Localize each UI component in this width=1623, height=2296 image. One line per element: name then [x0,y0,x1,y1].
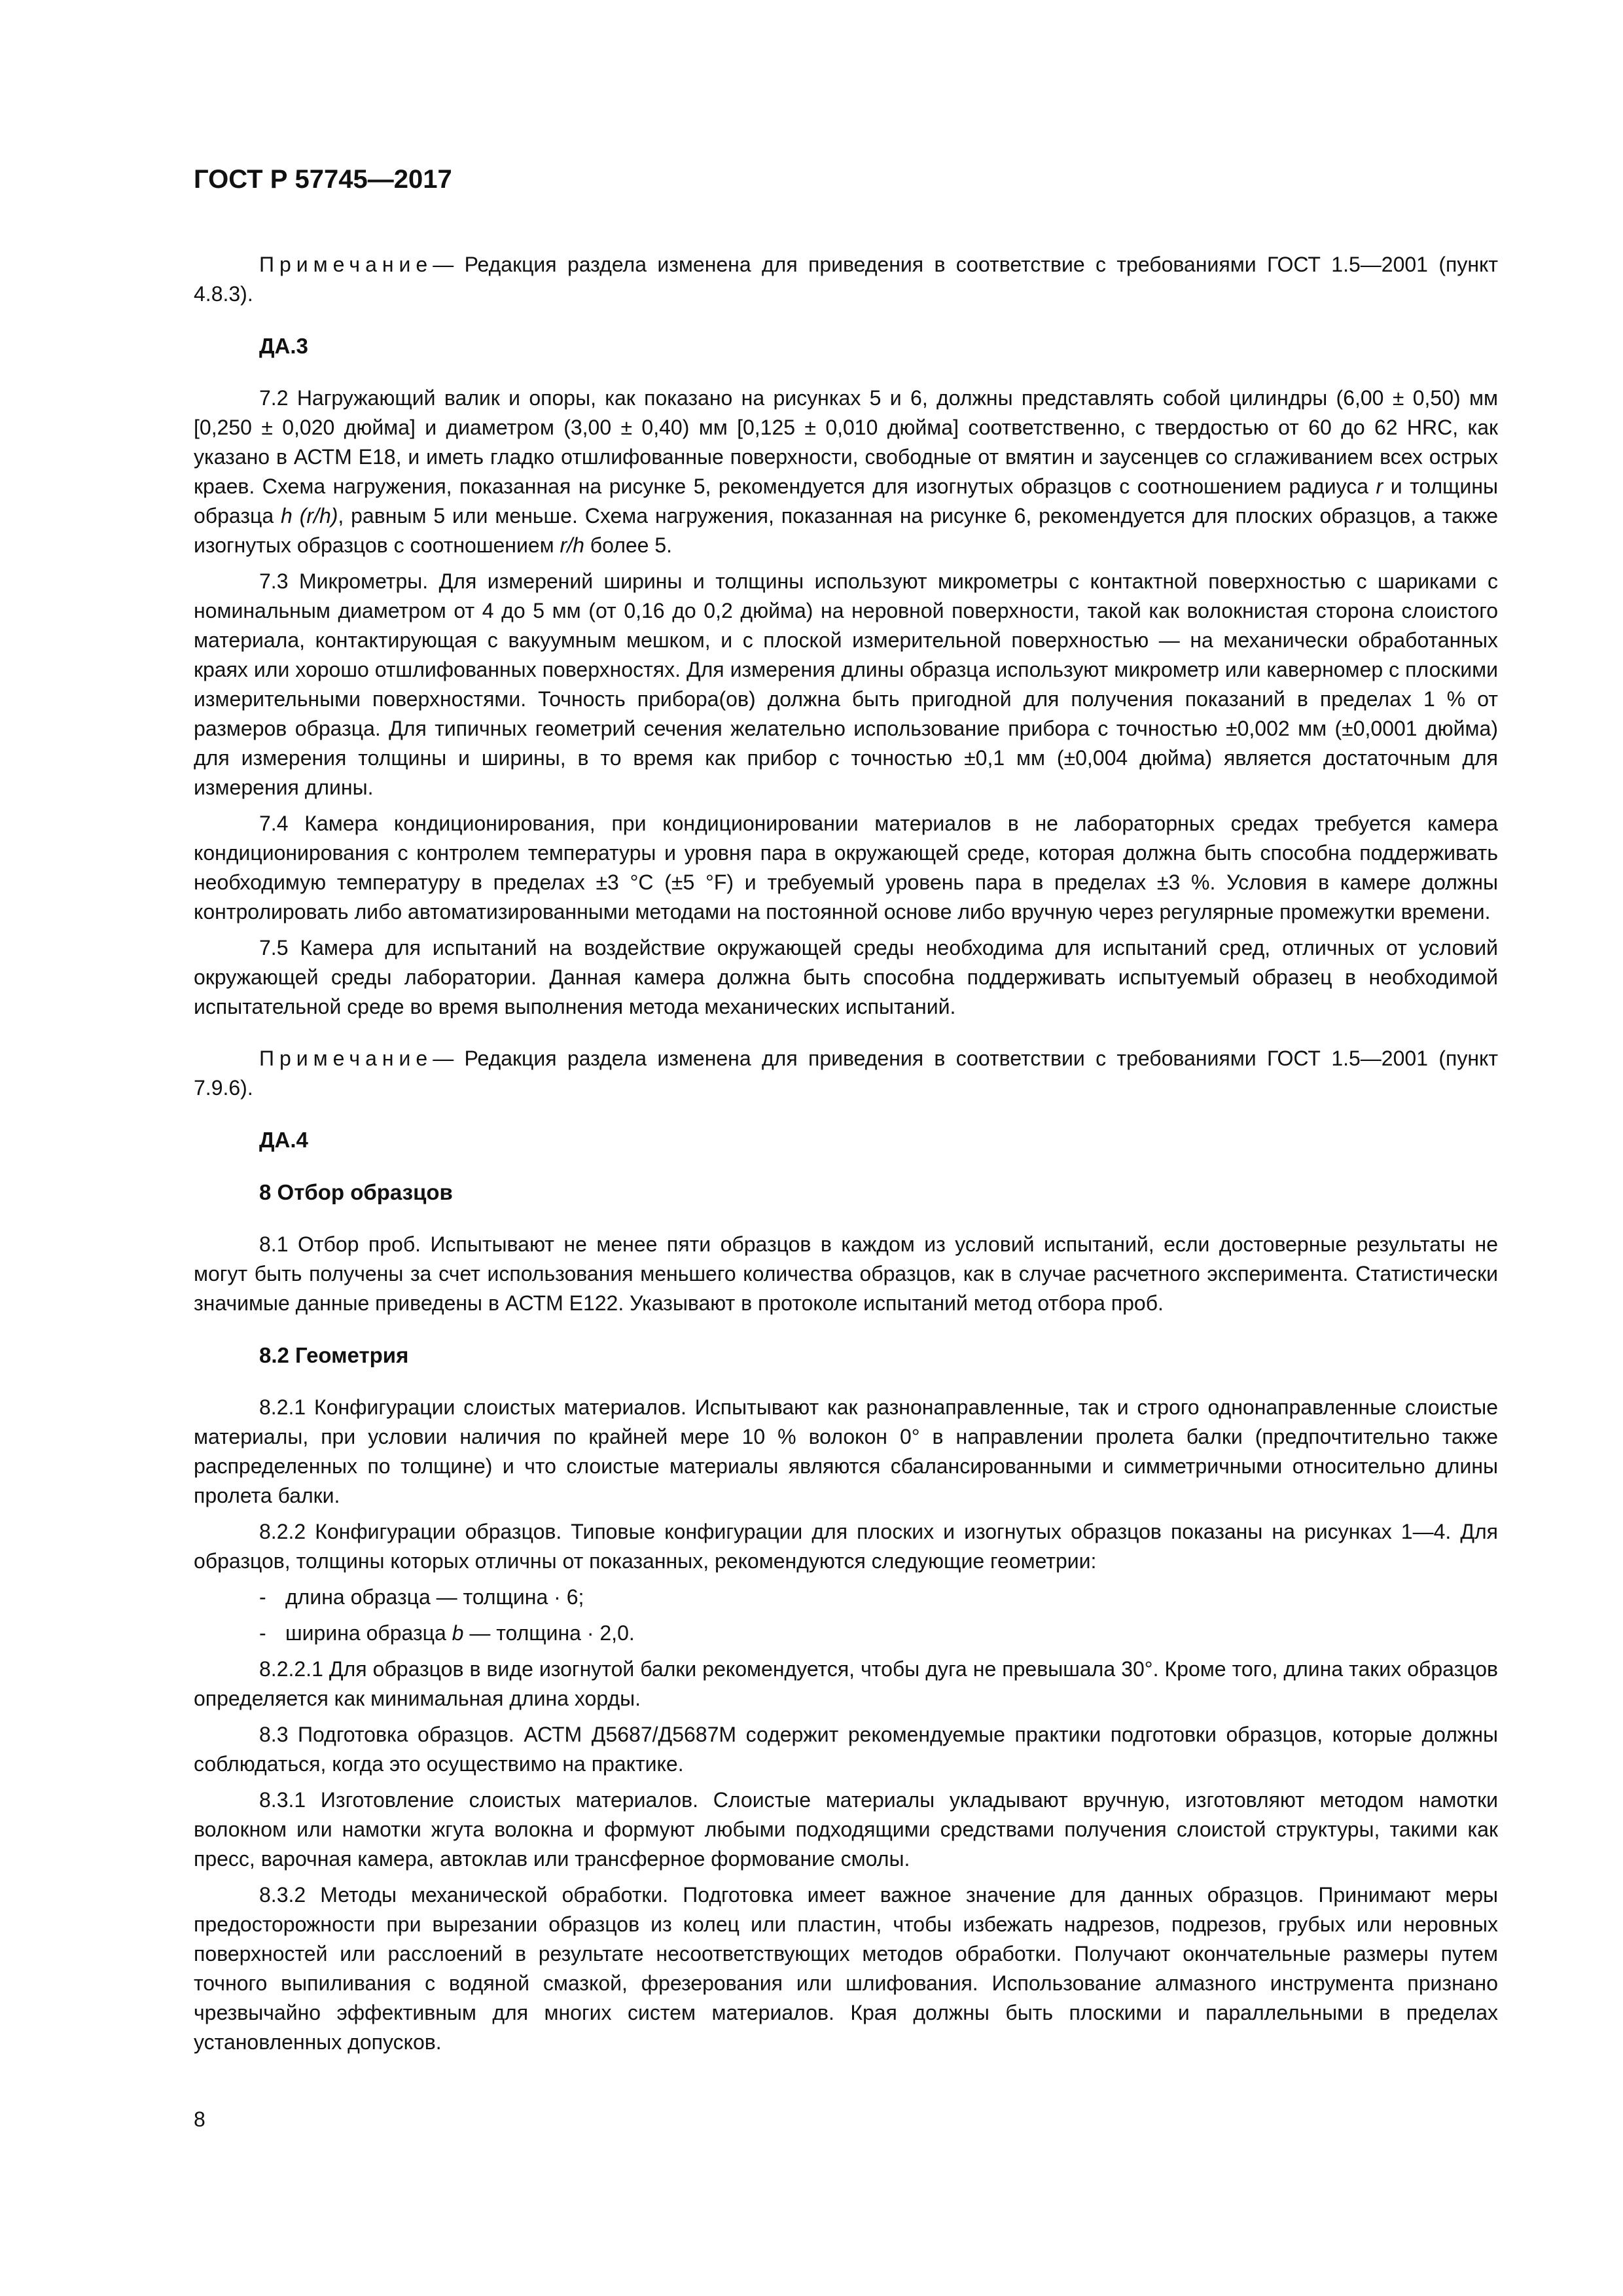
italic-var: b [452,1621,464,1645]
italic-var: h [281,504,293,528]
paragraph-8-1: 8.1 Отбор проб. Испытывают не менее пяти образцов в каждом из условий испытаний, если достоверные результаты не могут быть получены за счет использования меньшего количества образцов, как в случае расчетного эксперимента. Статистически значимые данные приведены в АСТМ Е122. Указывают в протоколе испытаний метод отбора проб. [194,1232,1498,1315]
paragraph-8-2-1: 8.2.1 Конфигурации слоистых материалов. Испытывают как разнонаправленные, так и строго однонаправленные слоистые материалы, при условии наличия по крайней мере 10 % волокон 0° в направлении пролета балки (предпочтительно также распределенных по толщине) и что слоистые материалы являются сбалансированными и симметричными относительно длины пролета балки. [194,1395,1498,1507]
text-span: , равным 5 или меньше. Схема нагружения, показанная на рисунке 6, рекомендуется для плоских образцов, а также изогнутых образцов с соотношением [194,504,1498,557]
dash-bullet: - [259,1621,266,1645]
list-item-text: длина образца — толщина · 6; [285,1585,584,1609]
section-heading-8: 8 Отбор образцов [259,1180,453,1204]
section-heading-8-2: 8.2 Геометрия [259,1343,409,1367]
note-paragraph-1 [194,250,1498,309]
list-item [259,1619,1498,1648]
text-span: и толщины образца [194,475,1499,528]
dash-bullet: - [259,1585,266,1609]
text-span: 7.2 Нагружающий валик и опоры, как показано на рисунках 5 и 6, должны представлять собой цилиндры (6,00 ± 0,50) мм [0,250 ± 0,020 дюйма] и диаметром (3,00 ± 0,40) мм [0,125 ± 0,010 дюйма] соответственно, с твердостью от 60 до 62 HRC, как указано в АСТМ Е18, и иметь гладко отшлифованные поверхности, свободные от вмятин и заусенцев со сглаживанием всех острых краев. Схема нагружения, показанная на рисунке 5, рекомендуется для изогнутых образцов с соотношением радиуса [194,386,1498,498]
note-label: Примечание [259,1047,433,1070]
document-page [194,164,1498,2057]
list-item-text: ширина образца [285,1621,452,1645]
note-paragraph-2 [194,1044,1498,1103]
note-text: — Редакция раздела изменена для приведения в соответствие с требованиями ГОСТ 1.5—2001 (пункт 4.8.3). [194,253,1498,306]
list-item [259,1583,1498,1612]
section-heading-da3: ДА.3 [259,334,308,358]
paragraph-8-2-2: 8.2.2 Конфигурации образцов. Типовые конфигурации для плоских и изогнутых образцов показаны на рисунках 1—4. Для образцов, толщины которых отличны от показанных, рекомендуются следующие геометрии: [194,1520,1498,1573]
paragraph-8-3-1: 8.3.1 Изготовление слоистых материалов. Слоистые материалы укладывают вручную, изготовляют методом намотки волокном или намотки жгута волокна и формуют любыми подходящими средствами получения слоистой структуры, такими как пресс, варочная камера, автоклав или трансферное формование смолы. [194,1788,1498,1871]
note-text: — Редакция раздела изменена для приведения в соответствии с требованиями ГОСТ 1.5—2001 (пункт 7.9.6). [194,1047,1498,1100]
paragraph-7-3: 7.3 Микрометры. Для измерений ширины и толщины используют микрометры с контактной поверхностью с шариками с номинальным диаметром от 4 до 5 мм (от 0,16 до 0,2 дюйма) на неровной поверхности, такой как волокнистая сторона слоистого материала, контактирующая с вакуумным мешком, и с плоской измерительной поверхностью — на механически обработанных краях или хорошо отшлифованных поверхностях. Для измерения длины образца используют микрометр или кавернoмер с плоскими измерительными поверхностями. Точность прибора(ов) должна быть пригодной для получения показаний в пределах 1 % от размеров образца. Для типичных геометрий сечения желательно использование прибора с точностью ±0,002 мм (±0,0001 дюйма) для измерения толщины и ширины, в то время как прибор с точностью ±0,1 мм (±0,004 дюйма) является достаточным для измерения длины. [194,569,1498,799]
paragraph-8-3-2: 8.3.2 Методы механической обработки. Подготовка имеет важное значение для данных образцов. Принимают меры предосторожности при вырезании образцов из колец или пластин, чтобы избежать надрезов, подрезов, грубых или неровных поверхностей или расслоений в результате несоответствующих методов обработки. Получают окончательные размеры путем точного выпиливания с водяной смазкой, фрезерования или шлифования. Использование алмазного инструмента признано чрезвычайно эффективным для многих систем материалов. Края должны быть плоскими и параллельными в пределах установленных допусков. [194,1883,1498,2054]
note-label: Примечание [259,253,433,276]
italic-var: (r/h) [292,504,338,528]
paragraph-7-5: 7.5 Камера для испытаний на воздействие окружающей среды необходима для испытаний сред, отличных от условий окружающей среды лаборатории. Данная камера должна быть способна поддерживать испытуемый образец в необходимой испытательной среде во время выполнения метода механических испытаний. [194,936,1498,1018]
paragraph-8-3: 8.3 Подготовка образцов. АСТМ Д5687/Д5687М содержит рекомендуемые практики подготовки образцов, которые должны соблюдаться, когда это осуществимо на практике. [194,1723,1498,1776]
list-item-text: — толщина · 2,0. [463,1621,635,1645]
paragraph-7-2 [194,384,1498,560]
section-heading-da4: ДА.4 [259,1128,308,1152]
italic-var: r/h [560,533,584,557]
paragraph-8-2-2-1: 8.2.2.1 Для образцов в виде изогнутой балки рекомендуется, чтобы дуга не превышала 30°. Кроме того, длина таких образцов определяется как минимальная длина хорды. [194,1657,1498,1710]
paragraph-7-4: 7.4 Камера кондиционирования, при кондиционировании материалов в не лабораторных средах требуется камера кондиционирования с контролем температуры и уровня пара в окружающей среде, которая должна быть способна поддерживать необходимую температуру в пределах ±3 °С (±5 °F) и требуемый уровень пара в пределах ±3 %. Условия в камере должны контролировать либо автоматизированными методами на постоянной основе либо вручную через регулярные промежутки времени. [194,812,1498,924]
text-span: более 5. [584,533,673,557]
italic-var: r [1376,475,1383,498]
page-number: 8 [194,2108,205,2131]
document-header: ГОСТ Р 57745—2017 [194,165,452,194]
